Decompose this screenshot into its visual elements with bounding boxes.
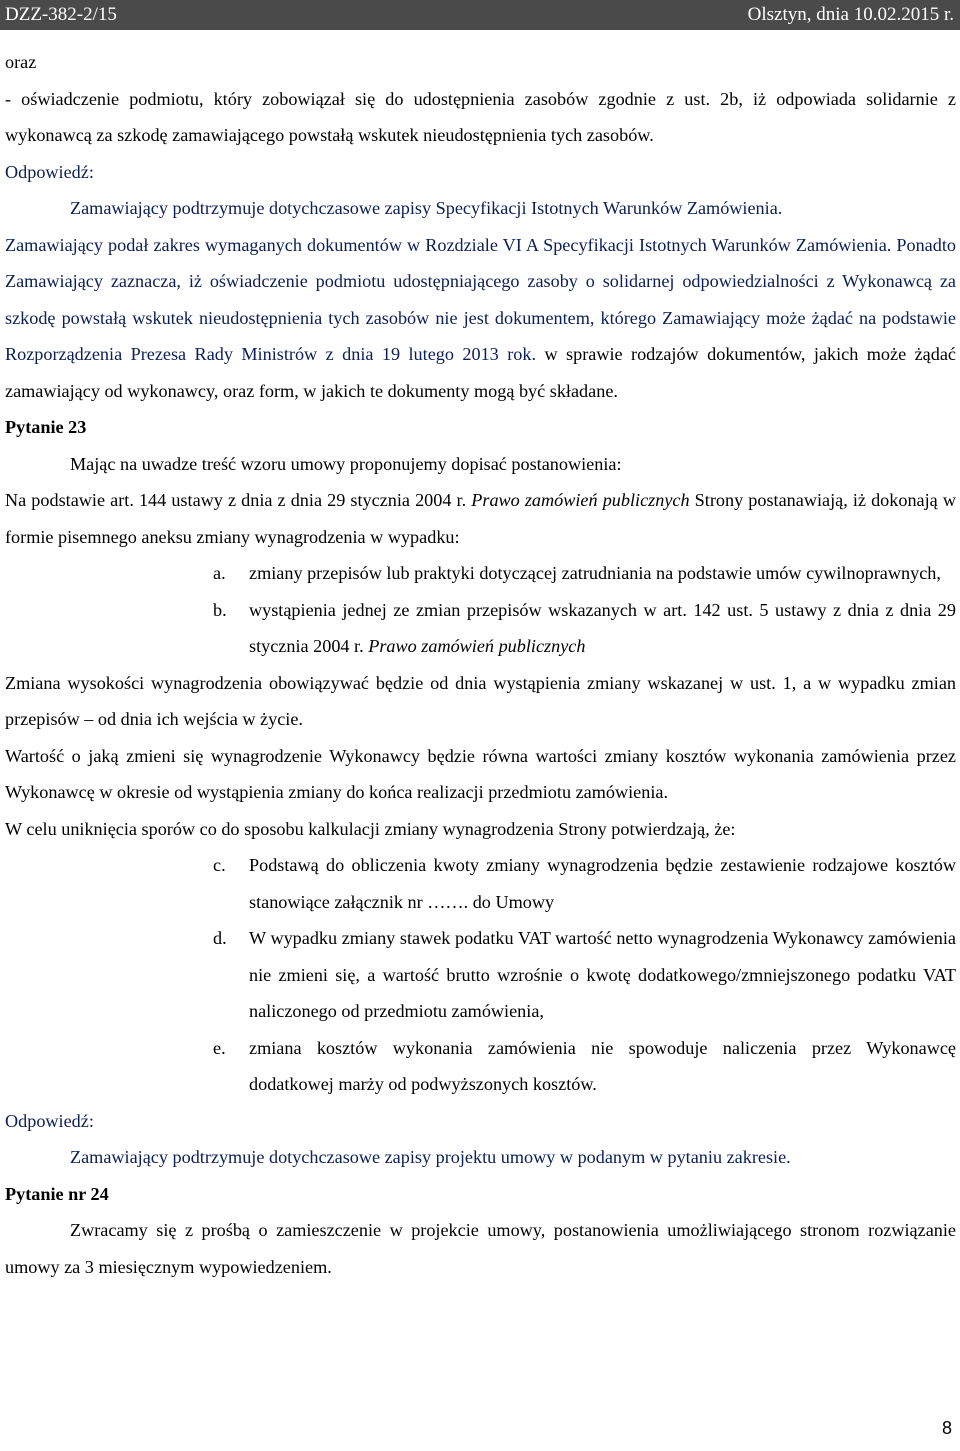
question-24-text: Zwracamy się z prośbą o zamieszczenie w projekcie umowy, postanowienia umożliwiającego stronom rozwiązanie umowy za 3 miesięcznym wypowiedzeniem. (5, 1220, 956, 1277)
answer-1-body-part2: w sprawie rodzajów dokumentów, jakich może żądać zamawiający od wykonawcy, oraz form, w jakich te dokumenty mogą być składane. (5, 344, 956, 401)
list-marker-d: d. (213, 928, 227, 948)
paragraph-oraz: oraz (5, 52, 37, 72)
answer-1-body (5, 227, 956, 410)
list-item-e (5, 1030, 956, 1103)
document-reference: DZZ-382-2/15 (5, 4, 117, 25)
question-23-paragraph-2: Zmiana wysokości wynagrodzenia obowiązywać będzie od dnia wystąpienia zmiany wskazanej w ust. 1, a w wypadku zmian przepisów – od dnia ich wejścia w życie. (5, 672, 956, 729)
list-marker-b: b. (213, 599, 227, 620)
list-marker-c: c. (213, 855, 226, 875)
answer-2-line: Zamawiający podtrzymuje dotychczasowe zapisy projektu umowy w podanym w pytaniu zakresie. (70, 1147, 791, 1167)
list-item-b-italic: Prawo zamówień publicznych (368, 636, 586, 656)
page-header (0, 0, 960, 30)
answer-label-2: Odpowiedź: (5, 1110, 94, 1131)
question-23-paragraph-1: Na podstawie art. 144 ustawy z dnia z dnia 29 stycznia 2004 r. Prawo zamówień publicznych Strony postanawiają, iż dokonają w formie pisemnego aneksu zmiany wynagrodzenia w wypadku: (5, 490, 956, 547)
list-item-c (5, 847, 956, 920)
list-item-d-text: W wypadku zmiany stawek podatku VAT wartość netto wynagrodzenia Wykonawcy zamówienia nie zmieni się, a wartość brutto wzrośnie o kwotę dodatkowego/zmniejszonego podatku VAT naliczonego od przedmiotu zamówienia, (249, 928, 956, 1021)
paragraph-statement: - oświadczenie podmiotu, który zobowiązał się do udostępnienia zasobów zgodnie z ust. 2b, iż odpowiada solidarnie z wykonawcą za szkodę zamawiającego powstałą wskutek nieudostępnienia tych zasobów. (5, 88, 956, 145)
question-23-paragraph-3: Wartość o jaką zmieni się wynagrodzenie Wykonawcy będzie równa wartości zmiany kosztów wykonania zamówienia przez Wykonawcę w okresie od wystąpienia zmiany do końca realizacji przedmiotu zamówienia. (5, 745, 956, 802)
list-marker-e: e. (213, 1037, 226, 1058)
list-item-a (5, 555, 956, 592)
list-item-b (5, 592, 956, 665)
question-23-intro: Mając na uwadze treść wzoru umowy proponujemy dopisać postanowienia: (70, 453, 622, 474)
question-23-heading: Pytanie 23 (5, 417, 87, 437)
list-item-d (5, 920, 956, 1030)
list-marker-a: a. (213, 563, 226, 583)
list-item-a-text: zmiany przepisów lub praktyki dotyczącej zatrudniania na podstawie umów cywilnoprawnych, (249, 563, 941, 583)
answer-1-body-part1: Zamawiający podał zakres wymaganych dokumentów w Rozdziale VI A Specyfikacji Istotnych Warunków Zamówienia. Ponadto Zamawiający zaznacza, iż oświadczenie podmiotu udostępniającego zasoby o solidarnej odpowiedzialności z Wykonawcą za szkodę powstałą wskutek nieudostępnienia tych zasobów nie jest dokumentem, którego Zamawiający może żądać na podstawie Rozporządzenia Prezesa Rady Ministrów z dnia 19 lutego 2013 rok. (5, 234, 956, 364)
list-item-c-text: Podstawą do obliczenia kwoty zmiany wynagrodzenia będzie zestawienie rodzajowe kosztów stanowiące załącznik nr ……. do Umowy (249, 855, 956, 912)
answer-1-line: Zamawiający podtrzymuje dotychczasowe zapisy Specyfikacji Istotnych Warunków Zamówienia. (70, 198, 783, 218)
page-number: 8 (941, 1418, 952, 1438)
list-item-b-text: wystąpienia jednej ze zmian przepisów wskazanych w art. 142 ust. 5 ustawy z dnia z dnia 29 stycznia 2004 r. (249, 599, 956, 656)
list-item-e-text: zmiana kosztów wykonania zamówienia nie spowoduje naliczenia przez Wykonawcę dodatkowej marży od podwyższonych kosztów. (249, 1037, 956, 1094)
place-and-date: Olsztyn, dnia 10.02.2015 r. (747, 4, 954, 25)
document-body (5, 44, 956, 1285)
question-23-paragraph-4: W celu uniknięcia sporów co do sposobu kalkulacji zmiany wynagrodzenia Strony potwierdzają, że: (5, 818, 736, 839)
question-24-heading: Pytanie nr 24 (5, 1183, 109, 1204)
statute-title-italic: Prawo zamówień publicznych (471, 490, 690, 510)
answer-label-1: Odpowiedź: (5, 161, 94, 182)
